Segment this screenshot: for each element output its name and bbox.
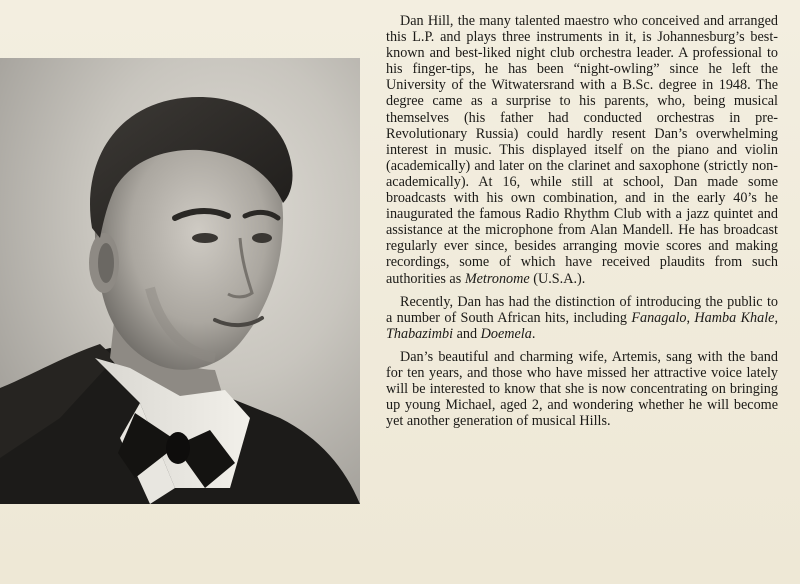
italic-title: Hamba Khale <box>694 309 775 326</box>
italic-title: Doemela <box>480 325 532 342</box>
portrait-illustration <box>0 58 360 504</box>
italic-title: Metronome <box>464 270 530 287</box>
article-paragraph <box>386 294 778 342</box>
italic-title: Fanagalo <box>631 309 687 326</box>
article-paragraph <box>386 349 778 429</box>
article-text <box>386 13 778 581</box>
text-run: Dan’s beautiful and charming wife, Artemis, sang with the band for ten years, and those who have missed her attractive voice lately will be interested to know that she is now concentrating on bringing up young Michael, aged 2, and wondering whether he will become yet another generation of musical Hills. <box>386 348 778 430</box>
article-paragraph <box>386 13 778 287</box>
text-run: . <box>531 325 536 342</box>
text-run: and <box>453 325 481 342</box>
text-run: , <box>774 309 778 326</box>
text-run: (U.S.A.). <box>529 270 586 287</box>
text-run: , <box>686 309 695 326</box>
italic-title: Thabazimbi <box>386 325 454 342</box>
text-run: Dan Hill, the many talented maestro who conceived and arranged this L.P. and plays three instruments in it, is Johannesburg’s best-known and best-liked night club orchestra leader. A professional to his finger-tips, he has been “night-owling” since he left the University of the Witwatersrand with a B.Sc. degree in 1948. The degree came as a surprise to his parents, who, being musical themselves (his father had conducted orchestras in pre-Revolutionary Russia) could hardly resent Dan’s overwhelming interest in music. This displayed itself on the piano and violin (academically) and later on the clarinet and saxophone (strictly non-academically). At 16, while still at school, Dan made some broadcasts with his own combination, and in the early 40’s he inaugurated the famous Radio Rhythm Club with a jazz quintet and assistance at the microphone from Alan Mandell. He has broadcast regularly ever since, besides arranging movie scores and making recordings, some of which have received plaudits from such authorities as <box>386 13 778 287</box>
portrait-photo <box>0 58 360 504</box>
text-run: Recently, Dan has had the distinction of introducing the public to a number of South African hits, including <box>386 293 778 326</box>
